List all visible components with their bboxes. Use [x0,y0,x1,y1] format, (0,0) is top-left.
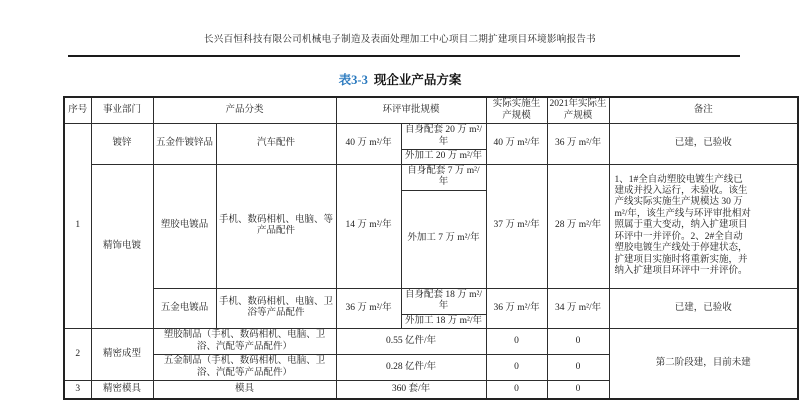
cell-actual-metal-goods: 0 [486,355,547,381]
cell-seq-1: 1 [64,124,91,329]
document-header-text: 长兴百恒科技有限公司机械电子制造及表面处理加工中心项目二期扩建项目环境影响报告书 [203,35,596,45]
table-row [64,288,798,314]
cell-remark-metal: 已建，已验收 [609,288,798,329]
cell-dept-mold: 精密模具 [91,381,153,399]
cell-2021-metal-goods: 0 [547,355,609,381]
cell-approved-metal-self: 自身配套 18 万 m²/年 [401,288,486,314]
header-divider-line [68,55,740,57]
table-row [64,164,798,190]
cell-approved-zinc-out: 外加工 20 万 m²/年 [401,150,486,165]
table-title [0,70,800,88]
cell-cat-plastic-goods: 塑胶制品（手机、数码相机、电脑、卫浴、汽配等产品配件） [153,329,336,355]
table-row [64,124,798,150]
cell-cat-metal-goods: 五金制品（手机、数码相机、电脑、卫浴、汽配等产品配件） [153,355,336,381]
cell-approved-plastic-total: 14 万 m²/年 [336,164,401,288]
cell-remark-stage2: 第二阶段建，目前未建 [609,329,798,399]
cell-2021-plastic: 28 万 m²/年 [547,164,609,288]
cell-approved-zinc-total: 40 万 m²/年 [336,124,401,165]
product-plan-table [63,96,799,400]
table-number: 表3-3 [338,73,368,87]
cell-2021-plastic-goods: 0 [547,329,609,355]
cell-2021-zinc: 36 万 m²/年 [547,124,609,165]
table-title-text: 现企业产品方案 [373,73,462,87]
cell-approved-plastic-self: 自身配套 7 万 m²/年 [401,164,486,190]
cell-seq-3: 3 [64,381,91,399]
cell-cat-plastic: 塑胶电镀品 [153,164,216,288]
cell-dept-plating: 精饰电镀 [91,164,153,329]
cell-dept-zinc: 镀锌 [91,124,153,165]
cell-approved-metal-total: 36 万 m²/年 [336,288,401,329]
col-header-actual: 实际实施生产规模 [486,97,547,124]
cell-cat-metal: 五金电镀品 [153,288,216,329]
cell-actual-zinc: 40 万 m²/年 [486,124,547,165]
cell-actual-plastic: 37 万 m²/年 [486,164,547,288]
cell-remark-plastic: 1、1#全自动塑胶电镀生产线已建成并投入运行，未验收。该生产线实际实施生产规模达 30 万 m²/年，该生产线与环评审批相对照属于重大变动，纳入扩建项目环评中一并评价。2、2#全自动塑胶电镀生产线处于停建状态，扩建项目实施时将重新实施，并纳入扩建项目环评中一并评价。 [609,164,798,288]
cell-approved-plastic-out: 外加工 7 万 m²/年 [401,190,486,288]
cell-approved-zinc-self: 自身配套 20 万 m²/年 [401,124,486,150]
col-header-seq: 序号 [64,97,91,124]
cell-approved-mold: 360 套/年 [336,381,486,399]
table-header-row [64,97,798,124]
col-header-approved: 环评审批规模 [336,97,486,124]
col-header-dept: 事业部门 [91,97,153,124]
cell-approved-metal-out: 外加工 18 万 m²/年 [401,314,486,329]
cell-actual-mold: 0 [486,381,547,399]
cell-cat-zinc-products: 汽车配件 [216,124,336,165]
col-header-category: 产品分类 [153,97,336,124]
cell-actual-plastic-goods: 0 [486,329,547,355]
table-container [63,96,799,400]
cell-cat-metal-products: 手机、数码相机、电脑、卫浴等产品配件 [216,288,336,329]
col-header-2021: 2021年实际生产规模 [547,97,609,124]
cell-remark-zinc: 已建，已验收 [609,124,798,165]
cell-approved-plastic-goods: 0.55 亿件/年 [336,329,486,355]
col-header-remark: 备注 [609,97,798,124]
cell-actual-metal: 36 万 m²/年 [486,288,547,329]
cell-seq-2: 2 [64,329,91,381]
cell-approved-metal-goods: 0.28 亿件/年 [336,355,486,381]
cell-2021-metal: 34 万 m²/年 [547,288,609,329]
cell-cat-plastic-products: 手机、数码相机、电脑、等产品配件 [216,164,336,288]
cell-dept-molding: 精密成型 [91,329,153,381]
table-row [64,329,798,355]
cell-2021-mold: 0 [547,381,609,399]
cell-cat-zinc: 五金件镀锌品 [153,124,216,165]
cell-cat-mold-products: 模具 [153,381,336,399]
